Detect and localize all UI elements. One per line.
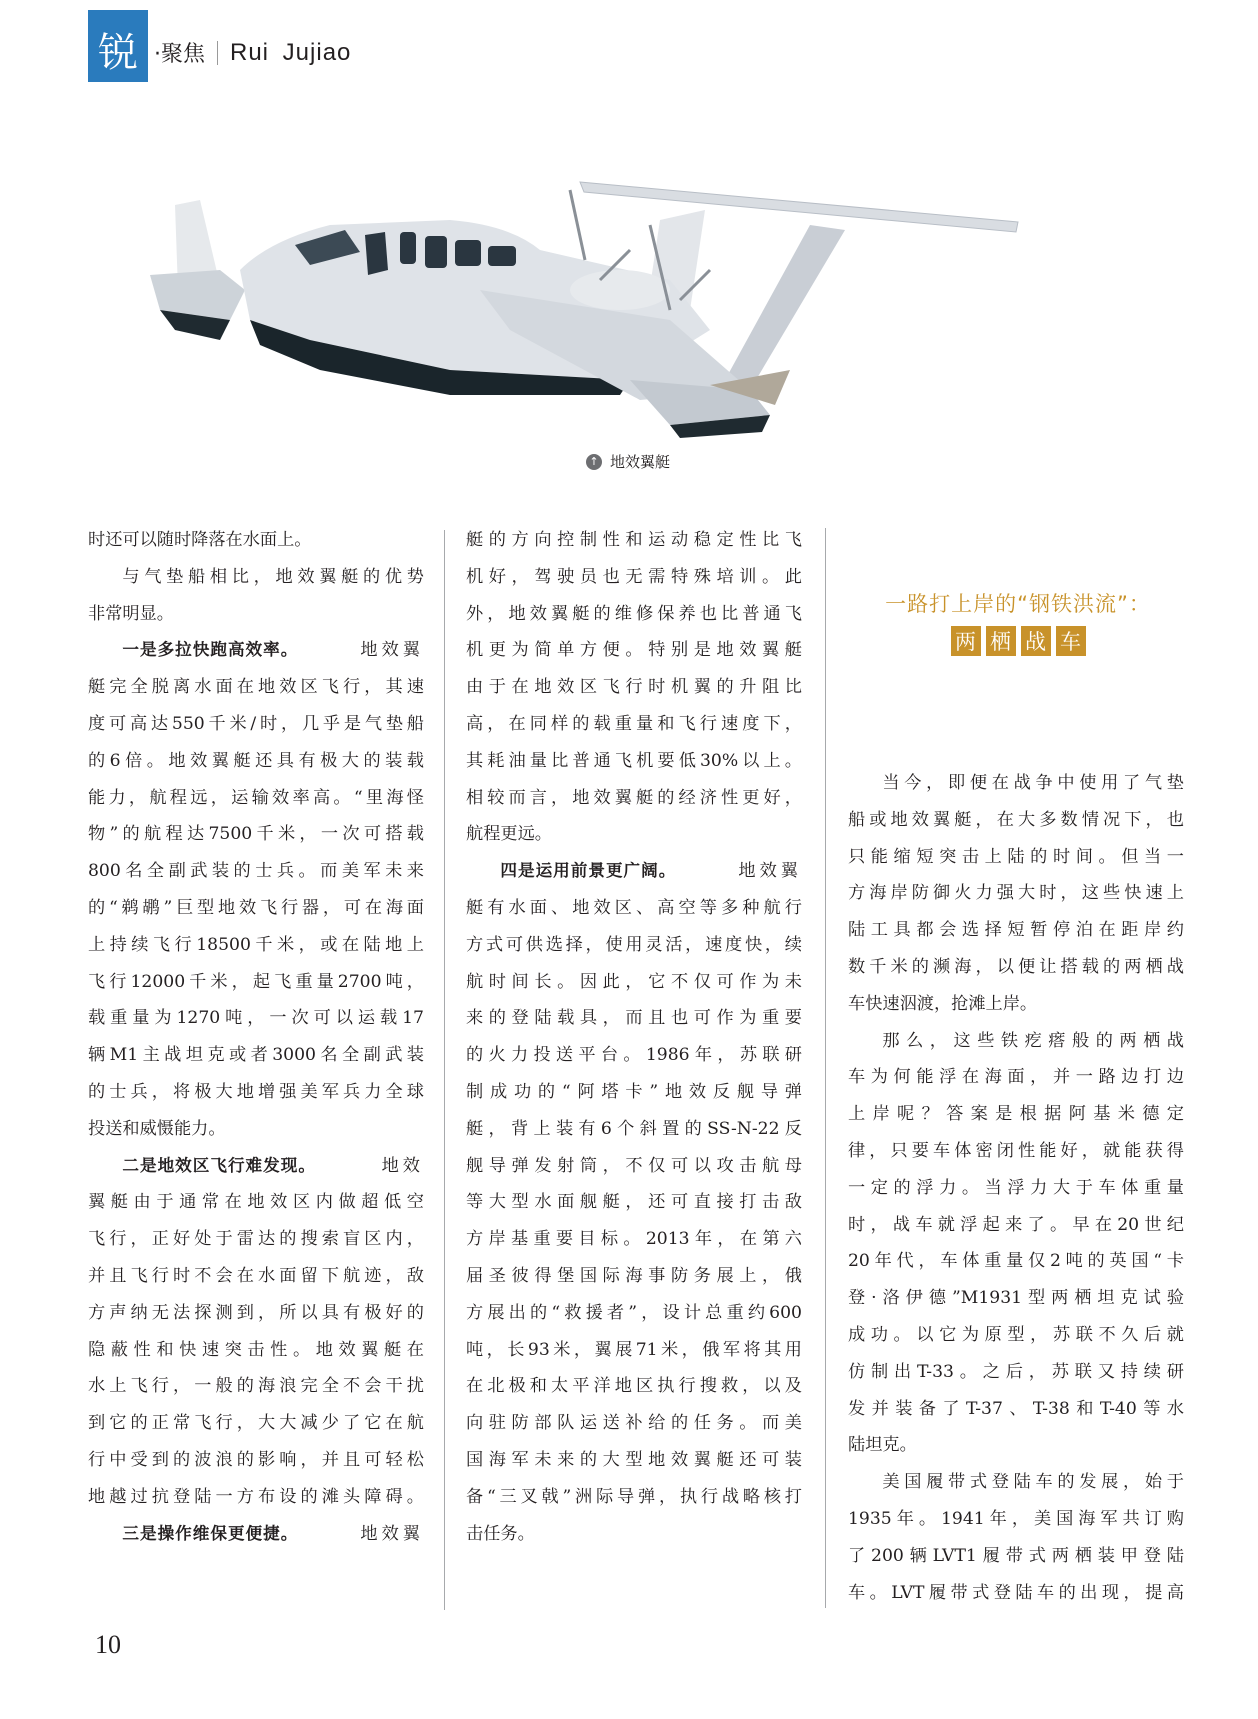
text-line: 那么，这些铁疙瘩般的两栖战 — [882, 1030, 1184, 1051]
text-line: 物”的航程达7500千米，一次可搭载 — [88, 824, 424, 845]
text-line: 的士兵，将极大地增强美军兵力全球 — [88, 1081, 424, 1102]
text-line: 美国履带式登陆车的发展，始于 — [882, 1472, 1184, 1493]
text-line: 度可高达550千米/时，几乎是气垫船 — [88, 713, 424, 734]
text-line: 仿制出T-33。之后，苏联又持续研 — [848, 1361, 1184, 1382]
paragraph-heading-line — [88, 1148, 424, 1185]
text-line: 与气垫船相比，地效翼艇的优势 — [122, 566, 424, 587]
text-line: 翼艇由于通常在地效区内做超低空 — [88, 1192, 424, 1213]
text-line: 车为何能浮在海面，并一路边打边 — [848, 1067, 1184, 1088]
text-line: 上持续飞行18500千米，或在陆地上 — [88, 934, 424, 955]
text-line: 机更为简单方便。特别是地效翼艇 — [466, 640, 802, 661]
text-line: 备“三叉戟”洲际导弹，执行战略核打 — [466, 1486, 802, 1507]
text-line: 地越过抗登陆一方布设的滩头障碍。 — [88, 1486, 424, 1507]
column-title-en: Rui Jujiao — [230, 38, 352, 66]
column-title-cn: ·聚焦 — [154, 42, 205, 67]
section-title-line2 — [848, 626, 1188, 656]
text-line: 方展出的“救援者”，设计总重约600 — [466, 1302, 802, 1323]
text-fragment: 地效 — [381, 1155, 424, 1176]
header-divider — [217, 41, 218, 65]
column-divider-2 — [825, 528, 826, 1608]
text-line: 艇的方向控制性和运动稳定性比飞 — [466, 530, 802, 550]
text-line: 数千米的濒海，以便让搭载的两栖战 — [848, 956, 1184, 977]
text-line: 制成功的“阿塔卡”地效反舰导弹 — [466, 1081, 802, 1102]
wig-craft-photo — [150, 170, 1130, 440]
text-line: 发并装备了T-37、T-38和T-40等水 — [848, 1398, 1184, 1419]
section-title-char: 车 — [1056, 626, 1086, 656]
section-title-char: 两 — [951, 626, 981, 656]
column-divider-1 — [444, 530, 445, 1610]
text-line: 飞行12000千米，起飞重量2700吨， — [88, 971, 424, 992]
text-line: 届圣彼得堡国际海事防务展上，俄 — [466, 1265, 802, 1286]
article-column-2 — [466, 522, 802, 1552]
page-number: 10 — [95, 1630, 121, 1659]
text-line: 车。LVT履带式登陆车的出现，提高 — [848, 1582, 1184, 1603]
text-line: 只能缩短突击上陆的时间。但当一 — [848, 846, 1184, 867]
text-line: 航时间长。因此，它不仅可作为未 — [466, 971, 802, 992]
paragraph-heading-line — [88, 632, 424, 669]
text-line: 方岸基重要目标。2013年，在第六 — [466, 1229, 802, 1250]
section-title — [848, 588, 1188, 656]
text-line: 艇完全脱离水面在地效区飞行，其速 — [88, 677, 424, 698]
text-line: 隐蔽性和快速突击性。地效翼艇在 — [88, 1339, 424, 1360]
text-line: 投送和威慑能力。 — [88, 1118, 226, 1139]
text-line: 的“鹈鹕”巨型地效飞行器，可在海面 — [88, 897, 424, 918]
text-line: 在北极和太平洋地区执行搜救，以及 — [466, 1376, 802, 1397]
text-line: 能力，航程远，运输效率高。“里海怪 — [88, 787, 424, 808]
article-column-3 — [848, 765, 1184, 1611]
column-logo: 锐 — [88, 10, 148, 82]
paragraph-heading: 一是多拉快跑高效率。 — [122, 640, 299, 660]
paragraph-heading: 三是操作维保更便捷。 — [122, 1523, 299, 1543]
text-fragment: 地效翼 — [738, 861, 802, 882]
text-line: 律，只要车体密闭性能好，就能获得 — [848, 1140, 1184, 1161]
text-line: 由于在地效区飞行时机翼的升阻比 — [466, 677, 802, 698]
text-line: 成功。以它为原型，苏联不久后就 — [848, 1324, 1184, 1345]
section-title-char: 栖 — [986, 626, 1016, 656]
paragraph-heading-line — [88, 1516, 424, 1553]
section-title-line1: 一路打上岸的“钢铁洪流”： — [885, 592, 1151, 616]
text-line: 20年代，车体重量仅2吨的英国“卡 — [848, 1251, 1184, 1272]
column-title — [154, 37, 351, 68]
text-line: 艇，背上装有6个斜置的SS-N-22反 — [466, 1118, 802, 1139]
text-line: 陆工具都会选择短暂停泊在距岸约 — [848, 920, 1184, 941]
text-line: 高，在同样的载重量和飞行速度下， — [466, 713, 802, 734]
text-line: 非常明显。 — [88, 603, 174, 624]
text-line: 登·洛伊德”M1931型两栖坦克试验 — [848, 1288, 1184, 1309]
arrow-up-icon: ↑ — [586, 454, 602, 470]
text-line: 当今，即便在战争中使用了气垫 — [882, 773, 1184, 793]
text-line: 等大型水面舰艇，还可直接打击敌 — [466, 1192, 802, 1213]
caption-text: 地效翼艇 — [610, 453, 671, 471]
text-line: 时，战车就浮起来了。早在20世纪 — [848, 1214, 1184, 1235]
text-line: 击任务。 — [466, 1523, 535, 1544]
text-line: 机好，驾驶员也无需特殊培训。此 — [466, 566, 802, 587]
article-column-1 — [88, 522, 424, 1552]
text-line: 辆M1主战坦克或者3000名全副武装 — [88, 1045, 424, 1066]
text-line: 来的登陆载具，而且也可作为重要 — [466, 1008, 802, 1029]
text-line: 船或地效翼艇，在大多数情况下，也 — [848, 809, 1184, 830]
text-line: 吨，长93米，翼展71米，俄军将其用 — [466, 1339, 802, 1360]
text-line: 舰导弹发射筒，不仅可以攻击航母 — [466, 1155, 802, 1176]
text-line: 艇有水面、地效区、高空等多种航行 — [466, 897, 802, 918]
text-line: 到它的正常飞行，大大减少了它在航 — [88, 1413, 424, 1434]
text-line: 1935年。1941年，美国海军共订购 — [848, 1508, 1184, 1529]
text-line: 水上飞行，一般的海浪完全不会干扰 — [88, 1376, 424, 1397]
text-line: 车快速泅渡，抢滩上岸。 — [848, 993, 1038, 1014]
text-line: 陆坦克。 — [848, 1435, 917, 1456]
text-line: 的6倍。地效翼艇还具有极大的装载 — [88, 750, 424, 771]
paragraph-heading: 二是地效区飞行难发现。 — [122, 1155, 316, 1175]
text-line: 的火力投送平台。1986年，苏联研 — [466, 1045, 802, 1066]
text-fragment: 地效翼 — [360, 640, 424, 661]
text-line: 一定的浮力。当浮力大于车体重量 — [848, 1177, 1184, 1198]
section-title-char: 战 — [1021, 626, 1051, 656]
text-fragment: 地效翼 — [360, 1523, 424, 1544]
text-line: 了200辆LVT1履带式两栖装甲登陆 — [848, 1545, 1184, 1566]
photo-caption — [586, 451, 670, 472]
text-line: 时还可以随时降落在水面上。 — [88, 530, 312, 550]
text-line: 上岸呢？答案是根据阿基米德定 — [848, 1104, 1184, 1125]
text-line: 航程更远。 — [466, 824, 552, 845]
text-line: 载重量为1270吨，一次可以运载17 — [88, 1008, 424, 1029]
text-line: 向驻防部队运送补给的任务。而美 — [466, 1413, 802, 1434]
text-line: 方声纳无法探测到，所以具有极好的 — [88, 1302, 424, 1323]
text-line: 飞行，正好处于雷达的搜索盲区内， — [88, 1229, 424, 1250]
page-header — [88, 10, 351, 82]
text-line: 外，地效翼艇的维修保养也比普通飞 — [466, 603, 802, 624]
text-line: 方海岸防御火力强大时，这些快速上 — [848, 883, 1184, 904]
text-line: 行中受到的波浪的影响，并且可轻松 — [88, 1449, 424, 1470]
text-line: 并且飞行时不会在水面留下航迹，敌 — [88, 1265, 424, 1286]
paragraph-heading: 四是运用前景更广阔。 — [500, 861, 677, 881]
text-line: 800名全副武装的士兵。而美军未来 — [88, 861, 424, 882]
text-line: 方式可供选择，使用灵活，速度快，续 — [466, 934, 802, 955]
text-line: 其耗油量比普通飞机要低30%以上。 — [466, 750, 802, 771]
text-line: 国海军未来的大型地效翼艇还可装 — [466, 1449, 802, 1470]
text-line: 相较而言，地效翼艇的经济性更好， — [466, 787, 802, 808]
paragraph-heading-line — [466, 853, 802, 890]
